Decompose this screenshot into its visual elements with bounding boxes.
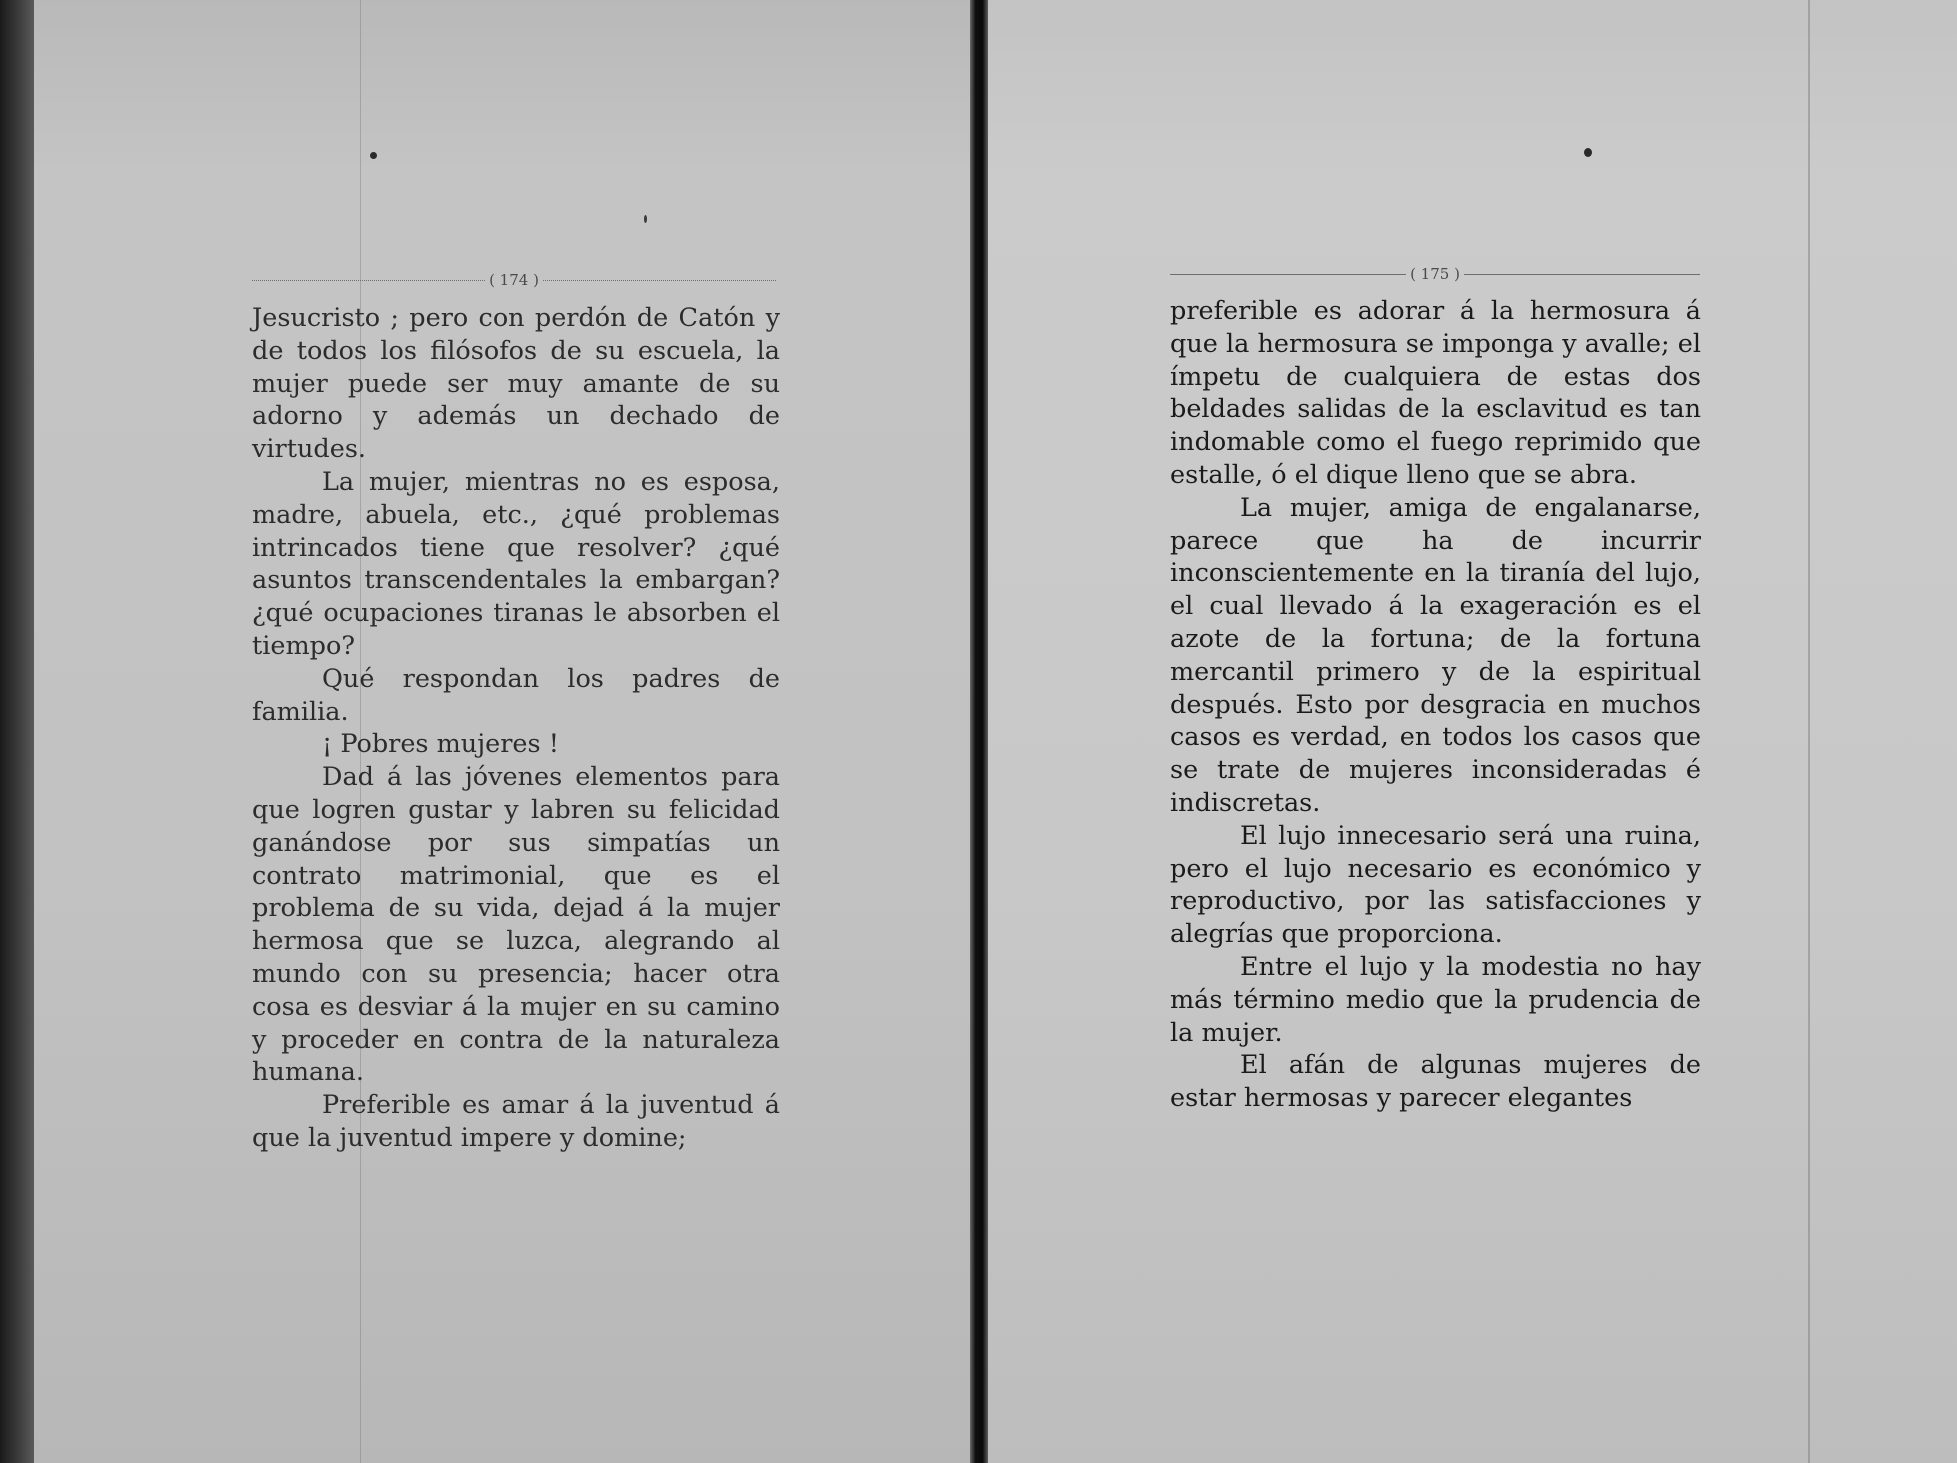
ink-speck	[1584, 148, 1592, 157]
header-rule	[1464, 274, 1700, 275]
page-number: ( 174 )	[489, 271, 539, 289]
left-spine-edge	[0, 0, 34, 1463]
page-edge-line	[1808, 0, 1810, 1463]
header-rule	[543, 280, 776, 281]
paragraph: La mujer, mientras no es esposa, madre, abuela, etc., ¿qué problemas intrincados tiene que resolver? ¿qué asuntos transcendentales la embargan? ¿qué ocupaciones tiranas le absorben el tiempo?	[252, 466, 780, 661]
right-page-text	[1170, 295, 1701, 1115]
page-number-header-left	[252, 271, 776, 289]
paragraph: ¡ Pobres mujeres !	[322, 729, 559, 760]
left-page-text	[252, 302, 780, 1155]
paragraph: Preferible es amar á la juventud á que la juventud impere y domine;	[252, 1090, 780, 1153]
book-gutter	[970, 0, 988, 1463]
page-number: ( 175 )	[1410, 265, 1460, 283]
paragraph: El afán de algunas mujeres de estar hermosas y parecer elegantes	[1170, 1050, 1701, 1114]
header-rule	[252, 280, 485, 281]
paragraph: El lujo innecesario será una ruina, pero el lujo necesario es económico y reproductivo, por las satisfacciones y alegrías que proporciona.	[1170, 820, 1701, 950]
paragraph: Jesucristo ; pero con perdón de Catón y de todos los filósofos de su escuela, la mujer puede ser muy amante de su adorno y además un dechado de virtudes.	[252, 303, 780, 465]
paragraph: Dad á las jóvenes elementos para que logren gustar y labren su felicidad ganándose por sus simpatías un contrato matrimonial, que es el problema de su vida, dejad á la mujer hermosa que se luzca, alegrando al mundo con su presencia; hacer otra cosa es desviar á la mujer en su camino y proceder en contra de la naturaleza humana.	[252, 762, 780, 1088]
paragraph: Qué respondan los padres de familia.	[252, 663, 780, 727]
paragraph: Entre el lujo y la modestia no hay más término medio que la prudencia de la mujer.	[1170, 951, 1701, 1048]
ink-speck	[644, 215, 647, 223]
paragraph: La mujer, amiga de engalanarse, parece que ha de incurrir inconscientemente en la tiranía del lujo, el cual llevado á la exageración es el azote de la fortuna; de la fortuna mercantil primero y de la espiritual después. Esto por desgracia en muchos casos es verdad, en todos los casos que se trate de mujeres inconsideradas é indiscretas.	[1170, 492, 1701, 818]
paragraph: preferible es adorar á la hermosura á que la hermosura se imponga y avalle; el ímpetu de cualquiera de estas dos beldades salidas de la esclavitud es tan indomable como el fuego reprimido que estalle, ó el dique lleno que se abra.	[1170, 296, 1701, 490]
ink-speck	[370, 152, 377, 159]
header-rule	[1170, 274, 1406, 275]
page-number-header-right	[1170, 265, 1700, 283]
